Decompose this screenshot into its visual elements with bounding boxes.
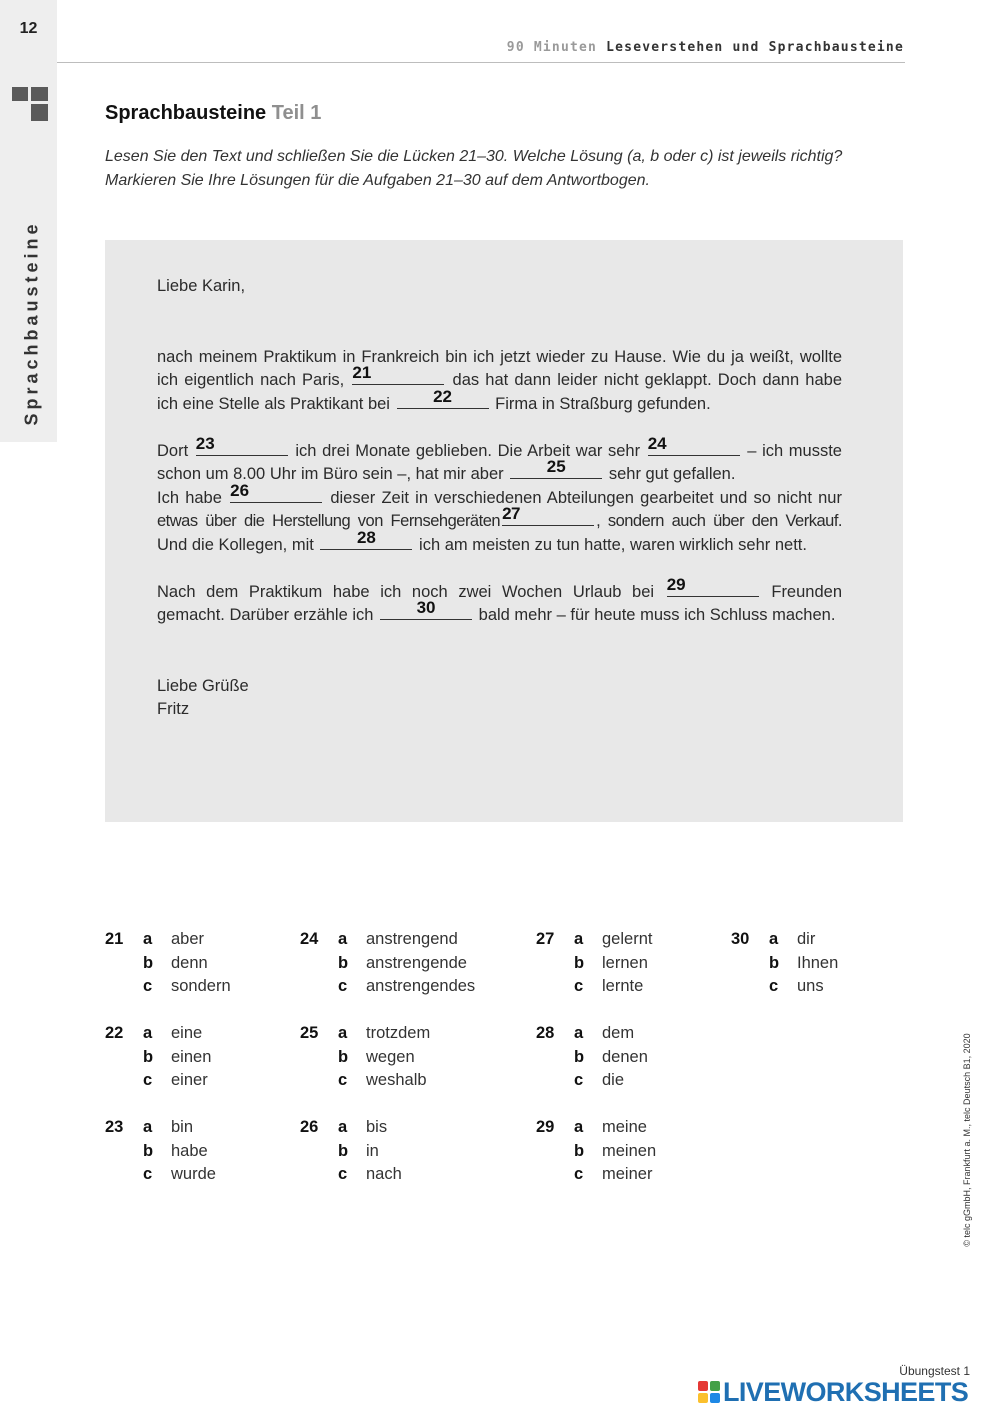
option-27a[interactable]: gelernt <box>602 930 653 948</box>
title-part: Teil 1 <box>271 102 322 124</box>
letter-signature: Fritz <box>157 700 190 718</box>
question-22: 22 a eine b einen c einer <box>105 1022 211 1093</box>
footer-label: Übungstest 1 <box>899 1364 970 1378</box>
option-22b[interactable]: einen <box>171 1047 212 1066</box>
header-section: Leseverstehen und Sprachbausteine <box>606 40 904 55</box>
page-number: 12 <box>19 20 38 37</box>
option-25b[interactable]: wegen <box>366 1047 415 1066</box>
instruction-line: Lesen Sie den Text und schließen Sie die Lücken 21–30. Welche Lösung (a, b oder c) ist jeweils richtig? <box>105 148 843 165</box>
sidebar-section-label: Sprachbausteine <box>21 220 42 426</box>
question-29: 29 a meine b meinen c meiner <box>536 1116 656 1187</box>
letter-line: gemacht. Darüber erzähle ich 30 bald mehr – für heute muss ich Schluss machen. <box>157 598 836 624</box>
letter-line: Nach dem Praktikum habe ich noch zwei Wochen Urlaub bei 29 Freunden <box>157 574 842 601</box>
option-29c[interactable]: meiner <box>602 1165 653 1183</box>
letter-closing: Liebe Grüße <box>157 676 249 695</box>
copyright-note: © telc gGmbH, Frankfurt a. M., telc Deutsch B1, 2020 <box>962 1033 972 1247</box>
option-30b[interactable]: Ihnen <box>797 953 839 972</box>
option-27b[interactable]: lernen <box>602 953 648 972</box>
option-24a[interactable]: anstrengend <box>366 930 458 948</box>
letter-line: schon um 8.00 Uhr im Büro sein –, hat mir aber 25 sehr gut gefallen. <box>157 457 736 483</box>
letter-text <box>157 275 842 722</box>
question-21: 21 a aber b denn c sondern <box>105 928 231 999</box>
option-30c[interactable]: uns <box>797 977 824 995</box>
letter-line: etwas über die Herstellung von Fernsehgeräten 27 , sondern auch über den Verkauf. <box>157 504 842 530</box>
section-icon <box>12 87 48 121</box>
letter-line: nach meinem Praktikum in Frankreich bin ich jetzt wieder zu Hause. Wie du ja weißt, wollte <box>157 347 842 366</box>
letter-line: Dort 23 ich drei Monate geblieben. Die Arbeit war sehr 24 – ich musste <box>157 433 842 460</box>
question-24: 24 a anstrengend b anstrengende c anstrengendes <box>300 928 475 999</box>
letter-box <box>105 240 903 822</box>
option-26c[interactable]: nach <box>366 1165 402 1183</box>
gap-26[interactable]: 26 <box>230 488 322 503</box>
option-30a[interactable]: dir <box>797 930 816 948</box>
option-21a[interactable]: aber <box>171 930 205 948</box>
question-25: 25 a trotzdem b wegen c weshalb <box>300 1022 430 1093</box>
gap-24[interactable]: 24 <box>648 441 740 456</box>
gap-25[interactable]: 25 <box>510 464 602 479</box>
option-24c[interactable]: anstrengendes <box>366 977 476 995</box>
instructions <box>105 145 905 193</box>
title-main: Sprachbausteine <box>105 102 267 124</box>
option-22a[interactable]: eine <box>171 1024 203 1042</box>
option-21c[interactable]: sondern <box>171 977 231 995</box>
option-23a[interactable]: bin <box>171 1118 194 1136</box>
gap-27[interactable]: 27 <box>502 511 594 526</box>
side-tab <box>0 0 57 442</box>
question-27: 27 a gelernt b lernen c lernte <box>536 928 652 999</box>
gap-23[interactable]: 23 <box>196 441 288 456</box>
option-22c[interactable]: einer <box>171 1071 208 1089</box>
question-28: 28 a dem b denen c die <box>536 1022 648 1093</box>
header-time: 90 Minuten <box>506 40 598 55</box>
liveworksheets-logo-icon <box>698 1381 720 1403</box>
gap-21[interactable]: 21 <box>352 370 444 385</box>
option-21b[interactable]: denn <box>171 953 208 972</box>
option-23c[interactable]: wurde <box>171 1165 216 1183</box>
option-26b[interactable]: in <box>366 1141 379 1160</box>
page-header <box>507 40 904 55</box>
gap-29[interactable]: 29 <box>667 582 759 597</box>
option-25a[interactable]: trotzdem <box>366 1024 431 1042</box>
question-26: 26 a bis b in c nach <box>300 1116 402 1187</box>
question-23: 23 a bin b habe c wurde <box>105 1116 216 1187</box>
question-30: 30 a dir b Ihnen c uns <box>731 928 838 999</box>
option-28c[interactable]: die <box>602 1071 625 1089</box>
option-24b[interactable]: anstrengende <box>366 953 467 972</box>
gap-28[interactable]: 28 <box>320 535 412 550</box>
instruction-line: Markieren Sie Ihre Lösungen für die Aufgaben 21–30 auf dem Antwortbogen. <box>105 172 650 189</box>
page-title <box>105 102 321 125</box>
letter-line: Ich habe 26 dieser Zeit in verschiedenen Abteilungen gearbeitet und so nicht nur <box>157 480 842 507</box>
option-29a[interactable]: meine <box>602 1118 647 1136</box>
letter-line: ich eigentlich nach Paris, 21 das hat dann leider nicht geklappt. Doch dann habe <box>157 363 843 389</box>
header-divider <box>57 62 905 63</box>
option-28b[interactable]: denen <box>602 1047 648 1066</box>
option-27c[interactable]: lernte <box>602 977 644 995</box>
option-26a[interactable]: bis <box>366 1118 388 1136</box>
letter-line: Und die Kollegen, mit 28 ich am meisten zu tun hatte, waren wirklich sehr nett. <box>157 527 807 554</box>
logo-text: LIVEWORKSHEETS <box>723 1377 969 1407</box>
option-23b[interactable]: habe <box>171 1141 208 1160</box>
option-25c[interactable]: weshalb <box>366 1071 427 1089</box>
letter-salutation: Liebe Karin, <box>157 277 246 295</box>
letter-line: ich eine Stelle als Praktikant bei 22 Firma in Straßburg gefunden. <box>157 386 711 413</box>
option-29b[interactable]: meinen <box>602 1141 657 1160</box>
gap-30[interactable]: 30 <box>380 605 472 620</box>
liveworksheets-logo[interactable] <box>698 1378 968 1406</box>
gap-22[interactable]: 22 <box>397 394 489 409</box>
option-28a[interactable]: dem <box>602 1024 635 1042</box>
